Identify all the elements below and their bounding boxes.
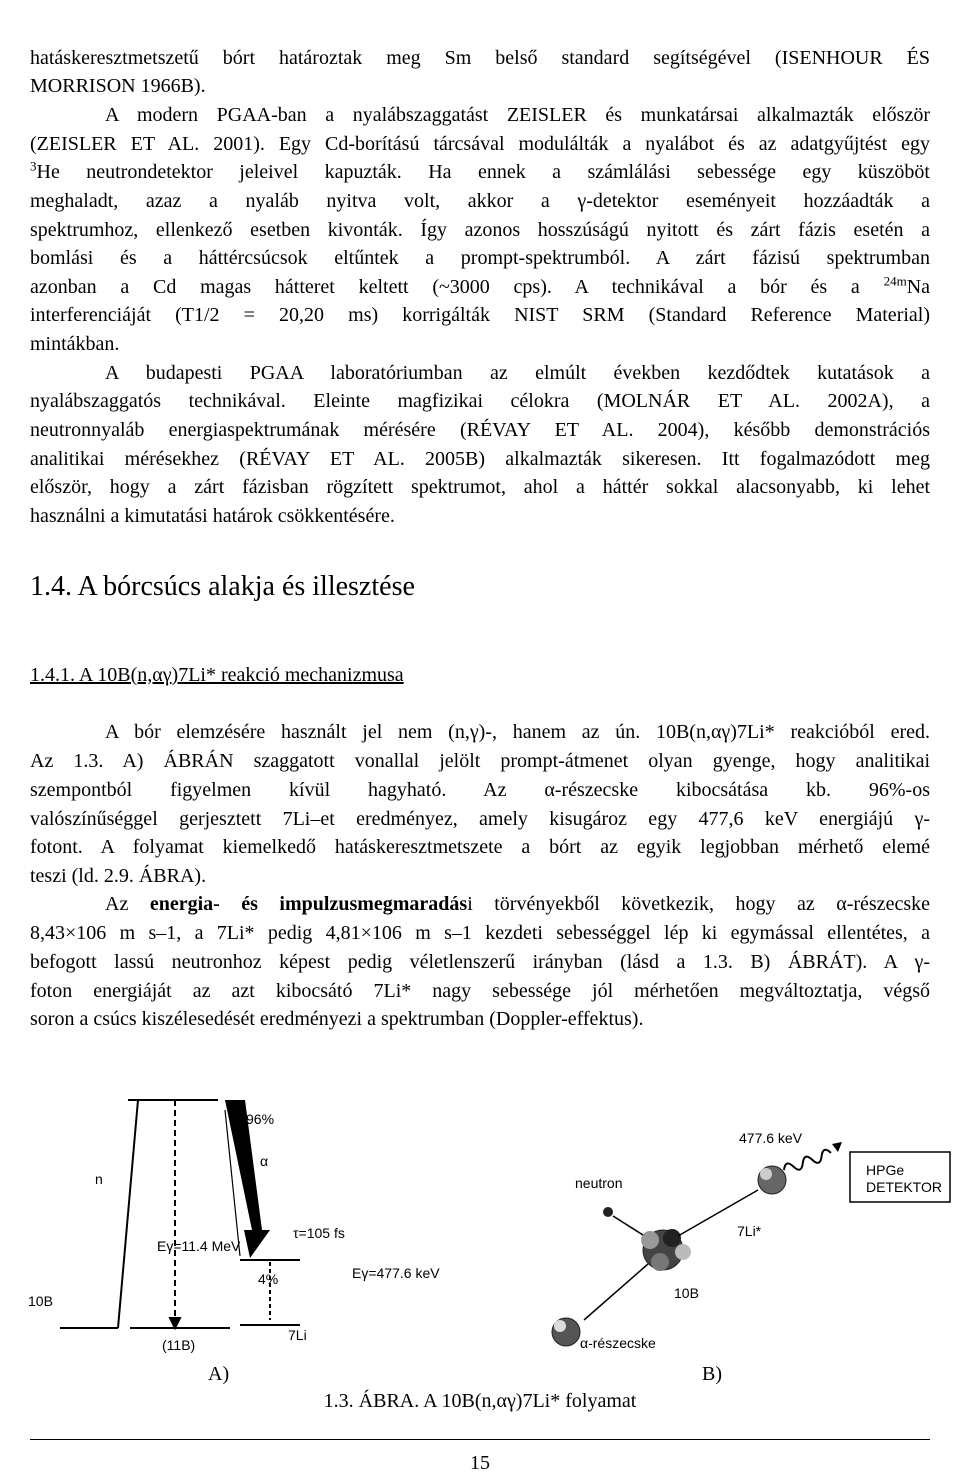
text-line: A bór elemzésére használt jel nem (n,γ)-, hanem az ún. 10B(n,αγ)7Li* reakcióból ered. — [105, 721, 930, 743]
label-10b-b: 10B — [674, 1285, 699, 1301]
text-line: mintákban. — [30, 333, 120, 355]
superscript: 24m — [883, 273, 907, 289]
text-line: meghaladt, azaz a nyaláb nyitva volt, akkor a γ-detektor eseményeit hozzáadták a — [30, 190, 930, 212]
text-line: 8,43×106 m s–1, a 7Li* pedig 4,81×106 m s–1 kezdeti sebességgel lép ki egymással ellentétes, a — [30, 922, 930, 944]
text-line: soron a csúcs kiszélesedését eredményezi a spektrumban (Doppler-effektus). — [30, 1008, 644, 1030]
label-alpha-particle: α-részecske — [580, 1335, 656, 1351]
text-line: bomlási és a háttércsúcsok eltűntek a prompt-spektrumból. A zárt fázisú spektrumban — [30, 247, 930, 269]
label-alpha: α — [260, 1153, 269, 1169]
text-line — [30, 275, 930, 299]
neutron-track — [613, 1216, 643, 1235]
superscript: 3 — [30, 158, 37, 174]
nucleon — [760, 1168, 772, 1180]
label-7li: 7Li — [288, 1327, 307, 1343]
text-line: hatáskeresztmetszetű bórt határoztak meg Sm belső standard segítségével (ISENHOUR ÉS — [30, 47, 930, 69]
text-line: analitikai mérésekhez (RÉVAY ET AL. 2005B) alkalmazták sikeresen. Itt fogalmazódott meg — [30, 448, 930, 470]
label-n: n — [95, 1171, 103, 1187]
text-line — [105, 892, 930, 916]
text-line: fotont. A folyamat kiemelkedő hatáskeresztmetszete a bórt az egyik legjobban mérhető elemé — [30, 836, 930, 858]
text-line: A modern PGAA-ban a nyalábszaggatást ZEISLER és munkatársai alkalmazták először — [105, 104, 930, 126]
alpha-track — [584, 1264, 648, 1320]
text-line: teszi (ld. 2.9. ÁBRA). — [30, 865, 207, 887]
neutron-particle — [603, 1207, 613, 1217]
section-title: 1.4. A bórcsúcs alakja és illesztése — [30, 571, 415, 602]
text-line: használni a kimutatási határok csökkentésére. — [30, 505, 395, 527]
text-line: A budapesti PGAA laboratóriumban az elmúlt években kezdődtek kutatások a — [105, 362, 930, 384]
text-line: szempontból figyelmen kívül hagyható. Az α-részecske kibocsátása kb. 96%-os — [30, 779, 930, 801]
panel-b-label: B) — [702, 1363, 722, 1385]
dashed-arrow-head — [170, 1318, 180, 1328]
nucleon — [641, 1231, 659, 1249]
text-line: (ZEISLER ET AL. 2001). Egy Cd-borítású tárcsával modulálták a nyalábot és az adatgyűjtést egy — [30, 133, 930, 155]
gamma-wave — [782, 1148, 832, 1174]
text-line: valószínűséggel gerjesztett 7Li–et eredményez, amely kisugároz egy 477,6 keV energiájú γ- — [30, 808, 930, 830]
panel-a-label: A) — [208, 1363, 230, 1385]
label-4: 4% — [258, 1271, 279, 1287]
reaction-figure — [0, 1080, 960, 1400]
neutron-arrow-line — [118, 1100, 138, 1328]
text-span: i törvényekből következik, hogy az α-részecske — [467, 893, 930, 915]
nucleon — [663, 1229, 681, 1247]
label-neutron: neutron — [575, 1175, 623, 1191]
text-line: interferenciáját (T1/2 = 20,20 ms) korrigálták NIST SRM (Standard Reference Material) — [30, 304, 930, 326]
text-line: nyalábszaggatós technikával. Eleinte magfizikai célokra (MOLNÁR ET AL. 2002A), a — [30, 390, 930, 412]
text-line — [30, 160, 930, 184]
label-energy: 477.6 keV — [739, 1130, 803, 1146]
text-line: MORRISON 1966B). — [30, 75, 206, 97]
page-number: 15 — [470, 1452, 490, 1474]
text-span: azonban a Cd magas hátteret keltett (~3000 cps). A technikával a bór és a — [30, 276, 860, 298]
bold-span: energia- és impulzusmegmaradás — [149, 893, 468, 915]
text-line: Az 1.3. A) ÁBRÁN szaggatott vonallal jelölt prompt-átmenet olyan gyenge, hogy analitikai — [30, 750, 930, 772]
label-96: 96% — [246, 1111, 275, 1127]
text-span: Na — [906, 276, 931, 298]
text-line: befogott lassú neutronhoz képest pedig véletlenszerű irányban (lásd a 1.3. B) ÁBRÁT). A γ- — [30, 951, 930, 973]
text-line: neutronnyaláb energiaspektrumának mérésére (RÉVAY ET AL. 2004), később demonstrációs — [30, 419, 930, 441]
label-10b-a: 10B — [28, 1293, 53, 1309]
figure-caption: 1.3. ÁBRA. A 10B(n,αγ)7Li* folyamat — [323, 1390, 637, 1412]
label-egamma-1: Eγ=11.4 MeV — [157, 1238, 241, 1254]
text-line: spektrumhoz, ellenkező esetben kivonták. Így azonos hosszúságú nyitott és zárt fázis esetén a — [30, 219, 930, 241]
label-detektor: DETEKTOR — [866, 1179, 942, 1195]
nucleon — [651, 1253, 669, 1271]
footer-rule — [30, 1439, 930, 1440]
nucleon — [675, 1244, 691, 1260]
energy-level-diagram — [60, 1100, 300, 1328]
nucleon — [554, 1320, 566, 1332]
label-hpge: HPGe — [866, 1162, 905, 1178]
text-span: Az — [105, 893, 150, 915]
label-7li-star: 7Li* — [737, 1223, 762, 1239]
label-egamma-2: Eγ=477.6 keV — [352, 1265, 440, 1281]
text-span: He neutrondetektor jeleivel kapuzták. Ha ennek a számlálási sebessége egy küszöböt — [36, 161, 930, 183]
gamma-arrow-head — [832, 1142, 842, 1152]
text-line: foton energiáját az azt kibocsátó 7Li* nagy sebessége jól mérhetően megváltoztatja, végső — [30, 980, 930, 1002]
label-11b: (11B) — [162, 1337, 196, 1353]
label-tau: τ=105 fs — [293, 1225, 345, 1241]
text-line: először, hogy a zárt fázisban rögzített spektrumot, ahol a háttér sokkal alacsonyabb, ki lehet — [30, 476, 930, 498]
subsection-title: 1.4.1. A 10B(n,αγ)7Li* reakció mechanizmusa — [30, 664, 404, 686]
